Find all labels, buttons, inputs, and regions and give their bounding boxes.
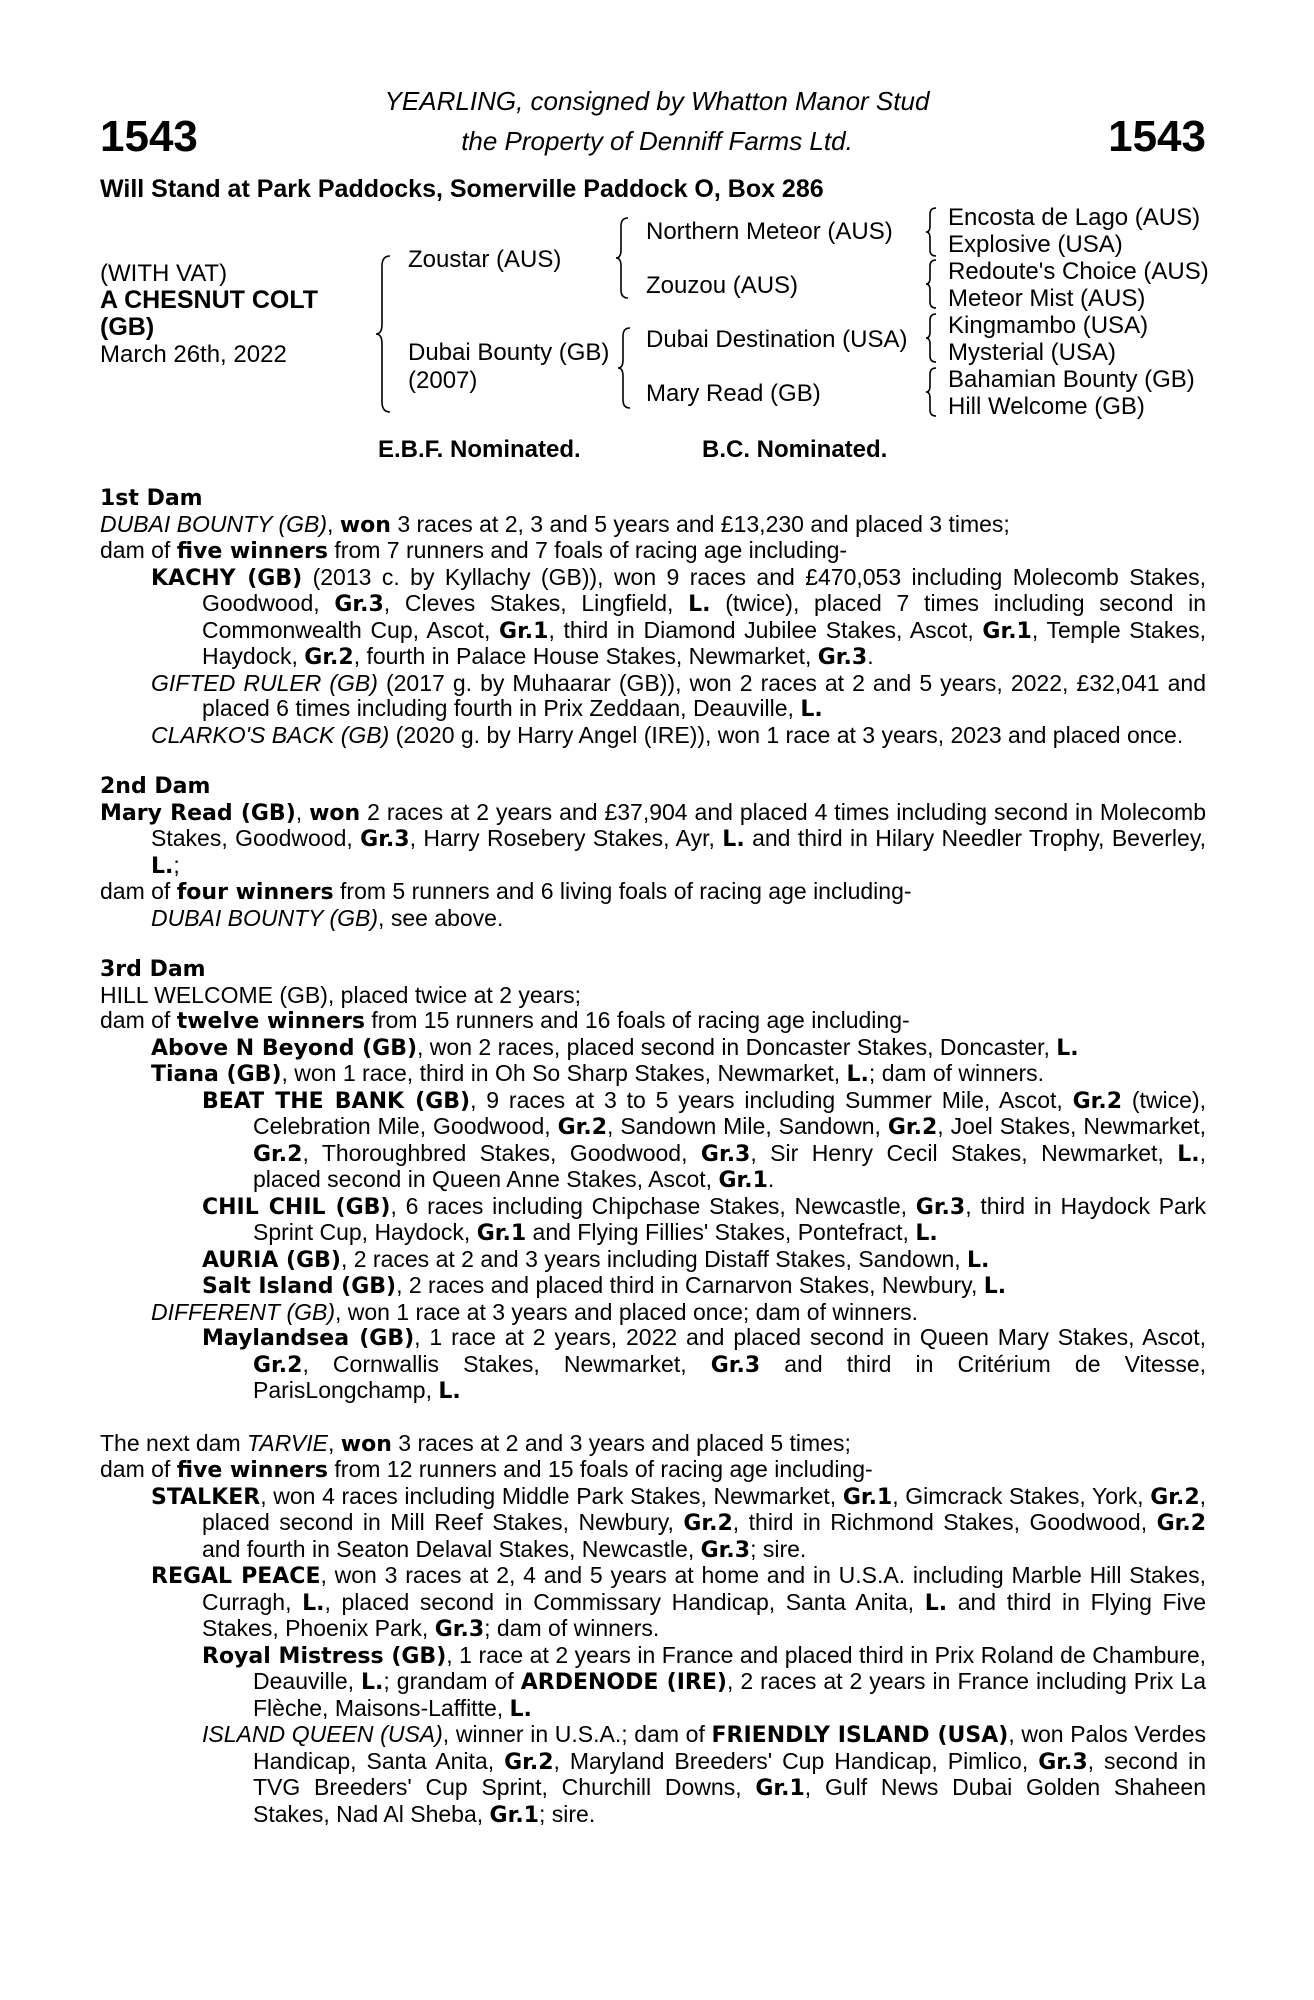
produce-gifted-ruler: GIFTED RULER (GB) (2017 g. by Muhaarar (GB)), won 2 races at 2 and 5 years, 2022, £32,041 and placed 6 times including fourth in Prix Zeddaan, Deauville, L. xyxy=(151,669,1206,722)
dam-dam: Mary Read (GB) xyxy=(646,380,821,407)
brace-ds xyxy=(924,312,938,364)
produce-kachy: KACHY (GB) (2013 c. by Kyllachy (GB)), won 9 races and £470,053 including Molecomb Stakes, Goodwood, Gr.3, Cleves Stakes, Lingfield, L. (twice), placed 7 times including second in Commonwealth Cup, Ascot, Gr.1, third in Diamond Jubilee Stakes, Ascot, Gr.1, Temple Stakes, Haydock, Gr.2, fourth in Palace House Stakes, Newmarket, Gr.3. xyxy=(151,563,1207,670)
sire-dam: Zouzou (AUS) xyxy=(646,272,799,299)
produce-clarkos-back: CLARKO'S BACK (GB) (2020 g. by Harry Angel (IRE)), won 1 race at 3 years, 2023 and placed once. xyxy=(151,721,1184,748)
horse-country: (GB) xyxy=(100,313,155,341)
produce-tiana: Tiana (GB), won 1 race, third in Oh So Sharp Stakes, Newmarket, L.; dam of winners. xyxy=(151,1060,1045,1087)
produce-above-n-beyond: Above N Beyond (GB), won 2 races, placed second in Doncaster Stakes, Doncaster, L. xyxy=(151,1033,1079,1061)
sire-sire: Northern Meteor (AUS) xyxy=(646,218,893,245)
dd-dam: Hill Welcome (GB) xyxy=(948,393,1145,420)
brace-ss xyxy=(924,206,938,258)
stand-location: Will Stand at Park Paddocks, Somerville Paddock O, Box 286 xyxy=(100,175,824,203)
ss-dam: Explosive (USA) xyxy=(948,231,1123,258)
first-dam-record: DUBAI BOUNTY (GB), won 3 races at 2, 3 and 5 years and £13,230 and placed 3 times; xyxy=(100,510,1010,538)
ds-dam: Mysterial (USA) xyxy=(948,339,1117,366)
ds-sire: Kingmambo (USA) xyxy=(948,312,1149,339)
produce-dubai-bounty: DUBAI BOUNTY (GB), see above. xyxy=(151,904,504,931)
produce-beat-the-bank: BEAT THE BANK (GB), 9 races at 3 to 5 years including Summer Mile, Ascot, Gr.2 (twice), Celebration Mile, Goodwood, Gr.2, Sandown Mile, Sandown, Gr.2, Joel Stakes, Newmarket, Gr.2, Thoroughbred Stakes, Goodwood, Gr.3, Sir Henry Cecil Stakes, Newmarket, L., placed second in Queen Anne Stakes, Ascot, Gr.1. xyxy=(202,1086,1207,1193)
second-dam-heading: 2nd Dam xyxy=(100,774,211,799)
first-dam-heading: 1st Dam xyxy=(100,486,203,511)
produce-chil-chil: CHIL CHIL (GB), 6 races including Chipchase Stakes, Newcastle, Gr.3, third in Haydock Park Sprint Cup, Haydock, Gr.1 and Flying Fillies' Stakes, Pontefract, L. xyxy=(202,1192,1206,1246)
property-line: the Property of Denniff Farms Ltd. xyxy=(461,126,853,156)
next-dam-produce: dam of five winners from 12 runners and 15 foals of racing age including- xyxy=(100,1456,873,1483)
produce-regal-peace: REGAL PEACE, won 3 races at 2, 4 and 5 years at home and in U.S.A. including Marble Hill Stakes, Curragh, L., placed second in Commissary Handicap, Santa Anita, L. and third in Flying Five Stakes, Phoenix Park, Gr.3; dam of winners. xyxy=(151,1562,1206,1642)
consignor-line: YEARLING, consigned by Whatton Manor Stud xyxy=(384,86,930,116)
dam: Dubai Bounty (GB) xyxy=(408,339,610,366)
sire: Zoustar (AUS) xyxy=(408,246,562,273)
ebf-nominated: E.B.F. Nominated. xyxy=(378,436,581,463)
brace-dam-parents xyxy=(616,326,634,410)
brace-dd xyxy=(924,366,938,418)
brace-sire-parents xyxy=(614,216,632,300)
produce-auria: AURIA (GB), 2 races at 2 and 3 years including Distaff Stakes, Sandown, L. xyxy=(202,1245,990,1273)
brace-sd xyxy=(924,258,938,310)
horse-name: A CHESNUT COLT xyxy=(100,286,319,314)
produce-different: DIFFERENT (GB), won 1 race at 3 years and placed once; dam of winners. xyxy=(151,1298,918,1325)
third-dam-heading: 3rd Dam xyxy=(100,957,206,982)
second-dam-produce: dam of four winners from 5 runners and 6 living foals of racing age including- xyxy=(100,878,912,905)
next-dam-record: The next dam TARVIE, won 3 races at 2 and 3 years and placed 5 times; xyxy=(100,1429,851,1457)
bc-nominated: B.C. Nominated. xyxy=(702,436,888,463)
horse-dob: March 26th, 2022 xyxy=(100,341,287,368)
lot-number-left: 1543 xyxy=(100,112,198,161)
dd-sire: Bahamian Bounty (GB) xyxy=(948,366,1195,393)
lot-number-right: 1543 xyxy=(1108,112,1206,161)
second-dam-record: Mary Read (GB), won 2 races at 2 years and £37,904 and placed 4 times including second in Molecomb Stakes, Goodwood, Gr.3, Harry Rosebery Stakes, Ayr, L. and third in Hilary Needler Trophy, Beverley, L.; xyxy=(100,798,1207,879)
catalogue-body xyxy=(100,486,1206,1828)
dam-year: (2007) xyxy=(408,367,478,394)
brace-sire-dam xyxy=(374,254,394,414)
sd-sire: Redoute's Choice (AUS) xyxy=(948,258,1209,285)
produce-stalker: STALKER, won 4 races including Middle Park Stakes, Newmarket, Gr.1, Gimcrack Stakes, York, Gr.2, placed second in Mill Reef Stakes, Newbury, Gr.2, third in Richmond Stakes, Goodwood, Gr.2 and fourth in Seaton Delaval Stakes, Newcastle, Gr.3; sire. xyxy=(151,1482,1207,1563)
produce-salt-island: Salt Island (GB), 2 races and placed third in Carnarvon Stakes, Newbury, L. xyxy=(202,1272,1007,1299)
produce-island-queen: ISLAND QUEEN (USA), winner in U.S.A.; dam of FRIENDLY ISLAND (USA), won Palos Verdes Handicap, Santa Anita, Gr.2, Maryland Breeders' Cup Handicap, Pimlico, Gr.3, second in TVG Breeders' Cup Sprint, Churchill Downs, Gr.1, Gulf News Dubai Golden Shaheen Stakes, Nad Al Sheba, Gr.1; sire. xyxy=(202,1721,1206,1828)
ss-sire: Encosta de Lago (AUS) xyxy=(948,204,1201,231)
produce-maylandsea: Maylandsea (GB), 1 race at 2 years, 2022 and placed second in Queen Mary Stakes, Ascot, Gr.2, Cornwallis Stakes, Newmarket, Gr.3 and third in Critérium de Vitesse, ParisLongchamp, L. xyxy=(202,1324,1207,1404)
produce-royal-mistress: Royal Mistress (GB), 1 race at 2 years in France and placed third in Prix Roland de Chambure, Deauville, L.; grandam of ARDENODE (IRE), 2 races at 2 years in France including Prix La Flèche, Maisons-Laffitte, L. xyxy=(202,1641,1207,1722)
dam-sire: Dubai Destination (USA) xyxy=(646,326,908,353)
third-dam-record: HILL WELCOME (GB), placed twice at 2 years; xyxy=(100,981,582,1008)
third-dam-produce: dam of twelve winners from 15 runners and 16 foals of racing age including- xyxy=(100,1007,910,1034)
first-dam-produce: dam of five winners from 7 runners and 7 foals of racing age including- xyxy=(100,537,848,564)
sd-dam: Meteor Mist (AUS) xyxy=(948,285,1146,312)
vat-label: (WITH VAT) xyxy=(100,260,228,287)
